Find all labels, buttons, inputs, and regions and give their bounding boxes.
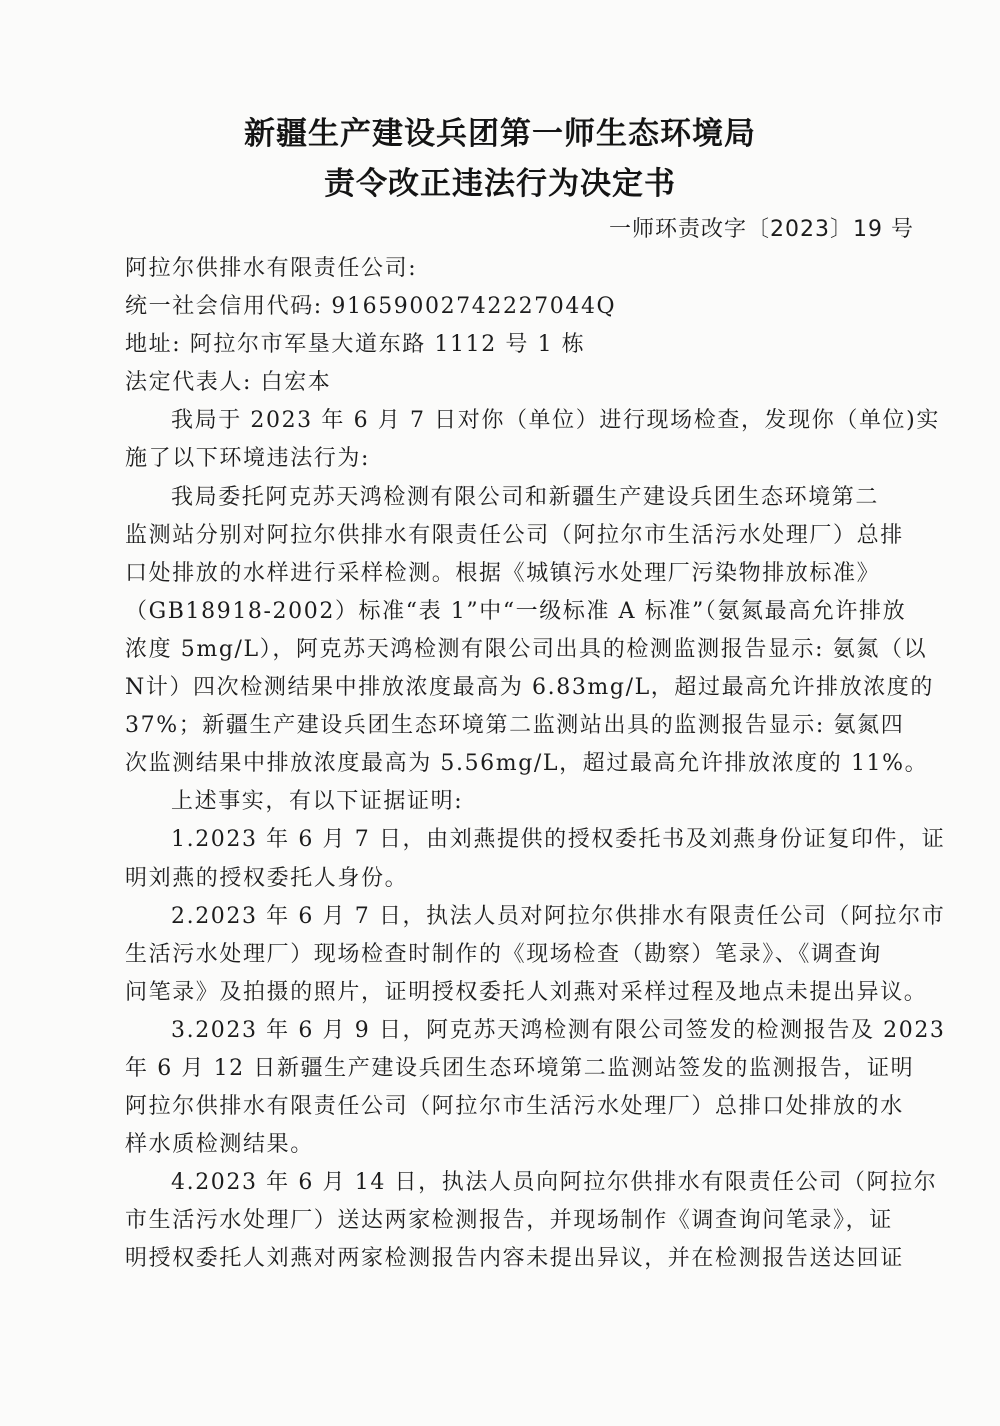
body-line: 明刘燕的授权委托人身份。 xyxy=(125,865,409,891)
document-body xyxy=(125,250,946,1279)
body-line: 年 6 月 12 日新疆生产建设兵团生态环境第二监测站签发的监测报告，证明 xyxy=(125,1055,915,1081)
credit-code: 统一社会信用代码: 91659002742227044Q xyxy=(125,294,617,320)
address: 地址: 阿拉尔市军垦大道东路 1112 号 1 栋 xyxy=(125,332,586,358)
body-line: N计）四次检测结果中排放浓度最高为 6.83mg/L，超过最高允许排放浓度的 xyxy=(125,675,934,701)
recipient-name: 阿拉尔供排水有限责任公司: xyxy=(125,256,418,281)
body-line: 口处排放的水样进行采样检测。根据《城镇污水处理厂污染物排放标准》 xyxy=(125,560,881,586)
body-line: （GB18918-2002）标准“表 1”中“一级标准 A 标准”（氨氮最高允许排放 xyxy=(125,598,907,624)
body-line: 浓度 5mg/L），阿克苏天鸿检测有限公司出具的检测监测报告显示: 氨氮（以 xyxy=(125,636,928,662)
body-line: 阿拉尔供排水有限责任公司（阿拉尔市生活污水处理厂）总排口处排放的水 xyxy=(125,1094,904,1120)
body-line: 上述事实，有以下证据证明: xyxy=(171,789,464,815)
body-line: 明授权委托人刘燕对两家检测报告内容未提出异议，并在检测报告送达回证 xyxy=(125,1246,904,1272)
body-line: 我局委托阿克苏天鸿检测有限公司和新疆生产建设兵团生态环境第二 xyxy=(171,484,880,510)
body-line: 问笔录》及拍摄的照片，证明授权委托人刘燕对采样过程及地点未提出异议。 xyxy=(125,979,928,1005)
body-line: 我局于 2023 年 6 月 7 日对你（单位）进行现场检查，发现你（单位)实 xyxy=(171,408,940,434)
body-line: 次监测结果中排放浓度最高为 5.56mg/L，超过最高允许排放浓度的 11%。 xyxy=(125,751,929,777)
body-line: 生活污水处理厂）现场检查时制作的《现场检查（勘察）笔录》、《调查询 xyxy=(125,941,882,967)
evidence-item-4: 4.2023 年 6 月 14 日，执法人员向阿拉尔供排水有限责任公司（阿拉尔 xyxy=(171,1170,938,1196)
body-line: 施了以下环境违法行为: xyxy=(125,446,371,472)
evidence-item-3: 3.2023 年 6 月 9 日，阿克苏天鸿检测有限公司签发的检测报告及 2023 xyxy=(171,1017,946,1043)
body-line: 37%；新疆生产建设兵团生态环境第二监测站出具的监测报告显示: 氨氮四 xyxy=(125,713,905,739)
document-title-line-1: 新疆生产建设兵团第一师生态环境局 xyxy=(244,116,756,152)
document-title-line-2: 责令改正违法行为决定书 xyxy=(324,166,676,202)
body-line: 样水质检测结果。 xyxy=(125,1132,314,1158)
document-number: 一师环责改字〔2023〕19 号 xyxy=(609,217,914,242)
body-line: 市生活污水处理厂）送达两家检测报告，并现场制作《调查询问笔录》，证 xyxy=(125,1208,893,1234)
evidence-item-2: 2.2023 年 6 月 7 日，执法人员对阿拉尔供排水有限责任公司（阿拉尔市 xyxy=(171,903,946,929)
evidence-item-1: 1.2023 年 6 月 7 日，由刘燕提供的授权委托书及刘燕身份证复印件，证 xyxy=(171,827,946,853)
body-line: 监测站分别对阿拉尔供排水有限责任公司（阿拉尔市生活污水处理厂）总排 xyxy=(125,522,904,548)
legal-representative: 法定代表人: 白宏本 xyxy=(125,370,332,396)
